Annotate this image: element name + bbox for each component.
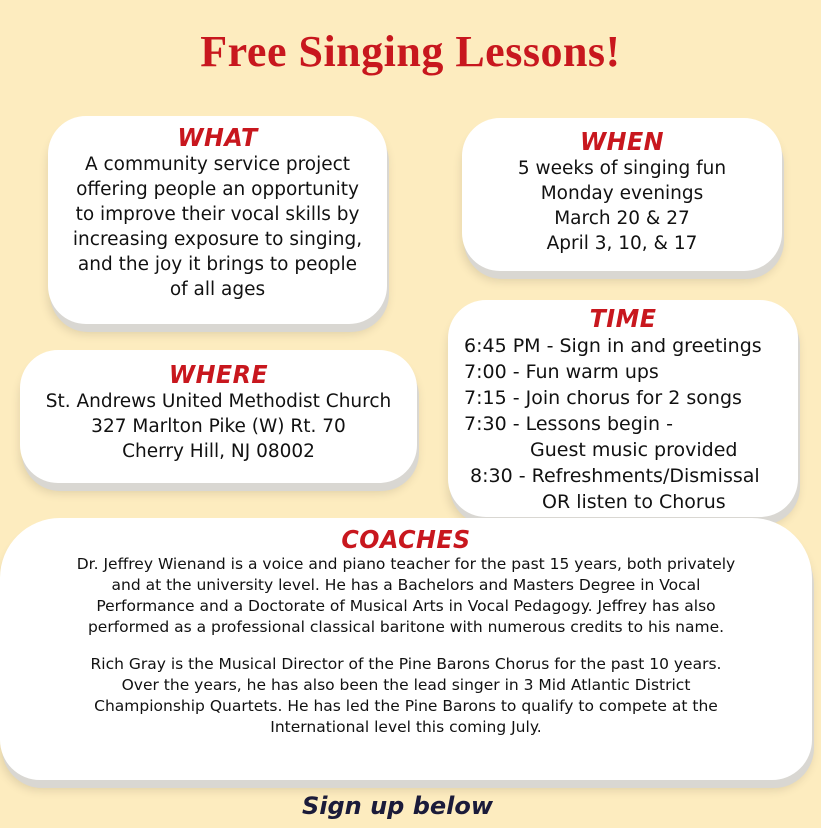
bio-line: and at the university level. He has a Bachelors and Masters Degree in Vocal [111, 576, 701, 594]
bio-line: Rich Gray is the Musical Director of the Pine Barons Chorus for the past 10 years. [90, 655, 722, 673]
when-card [462, 118, 782, 271]
schedule-list [448, 333, 798, 515]
schedule-item: 7:30 - Lessons begin - [464, 413, 673, 435]
what-heading: WHAT [177, 123, 258, 152]
coach-bio-gray [0, 654, 812, 738]
time-heading: TIME [589, 304, 657, 333]
page-title: Free Singing Lessons! [200, 27, 621, 76]
when-line: 5 weeks of singing fun [517, 158, 727, 179]
signup-prompt: Sign up below [301, 792, 494, 820]
when-line: Monday evenings [540, 183, 704, 204]
what-line: of all ages [169, 279, 266, 300]
coach-bio-wienand [0, 554, 812, 638]
schedule-item: 8:30 - Refreshments/Dismissal [470, 465, 760, 487]
schedule-item: Guest music provided [530, 439, 738, 461]
where-line: St. Andrews United Methodist Church [45, 391, 392, 412]
what-card [48, 116, 387, 324]
coaches-heading: COACHES [341, 525, 471, 554]
bio-line: Performance and a Doctorate of Musical Arts in Vocal Pedagogy. Jeffrey has also [96, 597, 716, 615]
when-line: March 20 & 27 [554, 208, 690, 229]
schedule-item: OR listen to Chorus [542, 491, 726, 513]
where-card [20, 350, 417, 483]
bio-line: Dr. Jeffrey Wienand is a voice and piano teacher for the past 15 years, both privately [76, 555, 736, 573]
bio-line: performed as a professional classical baritone with numerous credits to his name. [87, 618, 725, 636]
where-line: Cherry Hill, NJ 08002 [122, 441, 315, 462]
when-line: April 3, 10, & 17 [546, 233, 698, 254]
what-line: offering people an opportunity [76, 179, 359, 200]
schedule-item: 7:00 - Fun warm ups [464, 361, 659, 383]
coaches-card [0, 518, 812, 780]
time-card [448, 300, 798, 517]
where-heading: WHERE [168, 360, 269, 389]
schedule-item: 6:45 PM - Sign in and greetings [464, 335, 762, 357]
where-line: 327 Marlton Pike (W) Rt. 70 [91, 416, 346, 437]
what-line: and the joy it brings to people [77, 254, 358, 275]
bio-line: Over the years, he has also been the lead singer in 3 Mid Atlantic District [121, 676, 691, 694]
what-line: increasing exposure to singing, [72, 229, 363, 250]
when-heading: WHEN [579, 127, 665, 156]
schedule-item: 7:15 - Join chorus for 2 songs [464, 387, 742, 409]
bio-line: Championship Quartets. He has led the Pine Barons to qualify to compete at the [94, 697, 718, 715]
bio-line: International level this coming July. [270, 718, 542, 736]
what-line: to improve their vocal skills by [75, 204, 360, 225]
what-line: A community service project [84, 154, 351, 175]
